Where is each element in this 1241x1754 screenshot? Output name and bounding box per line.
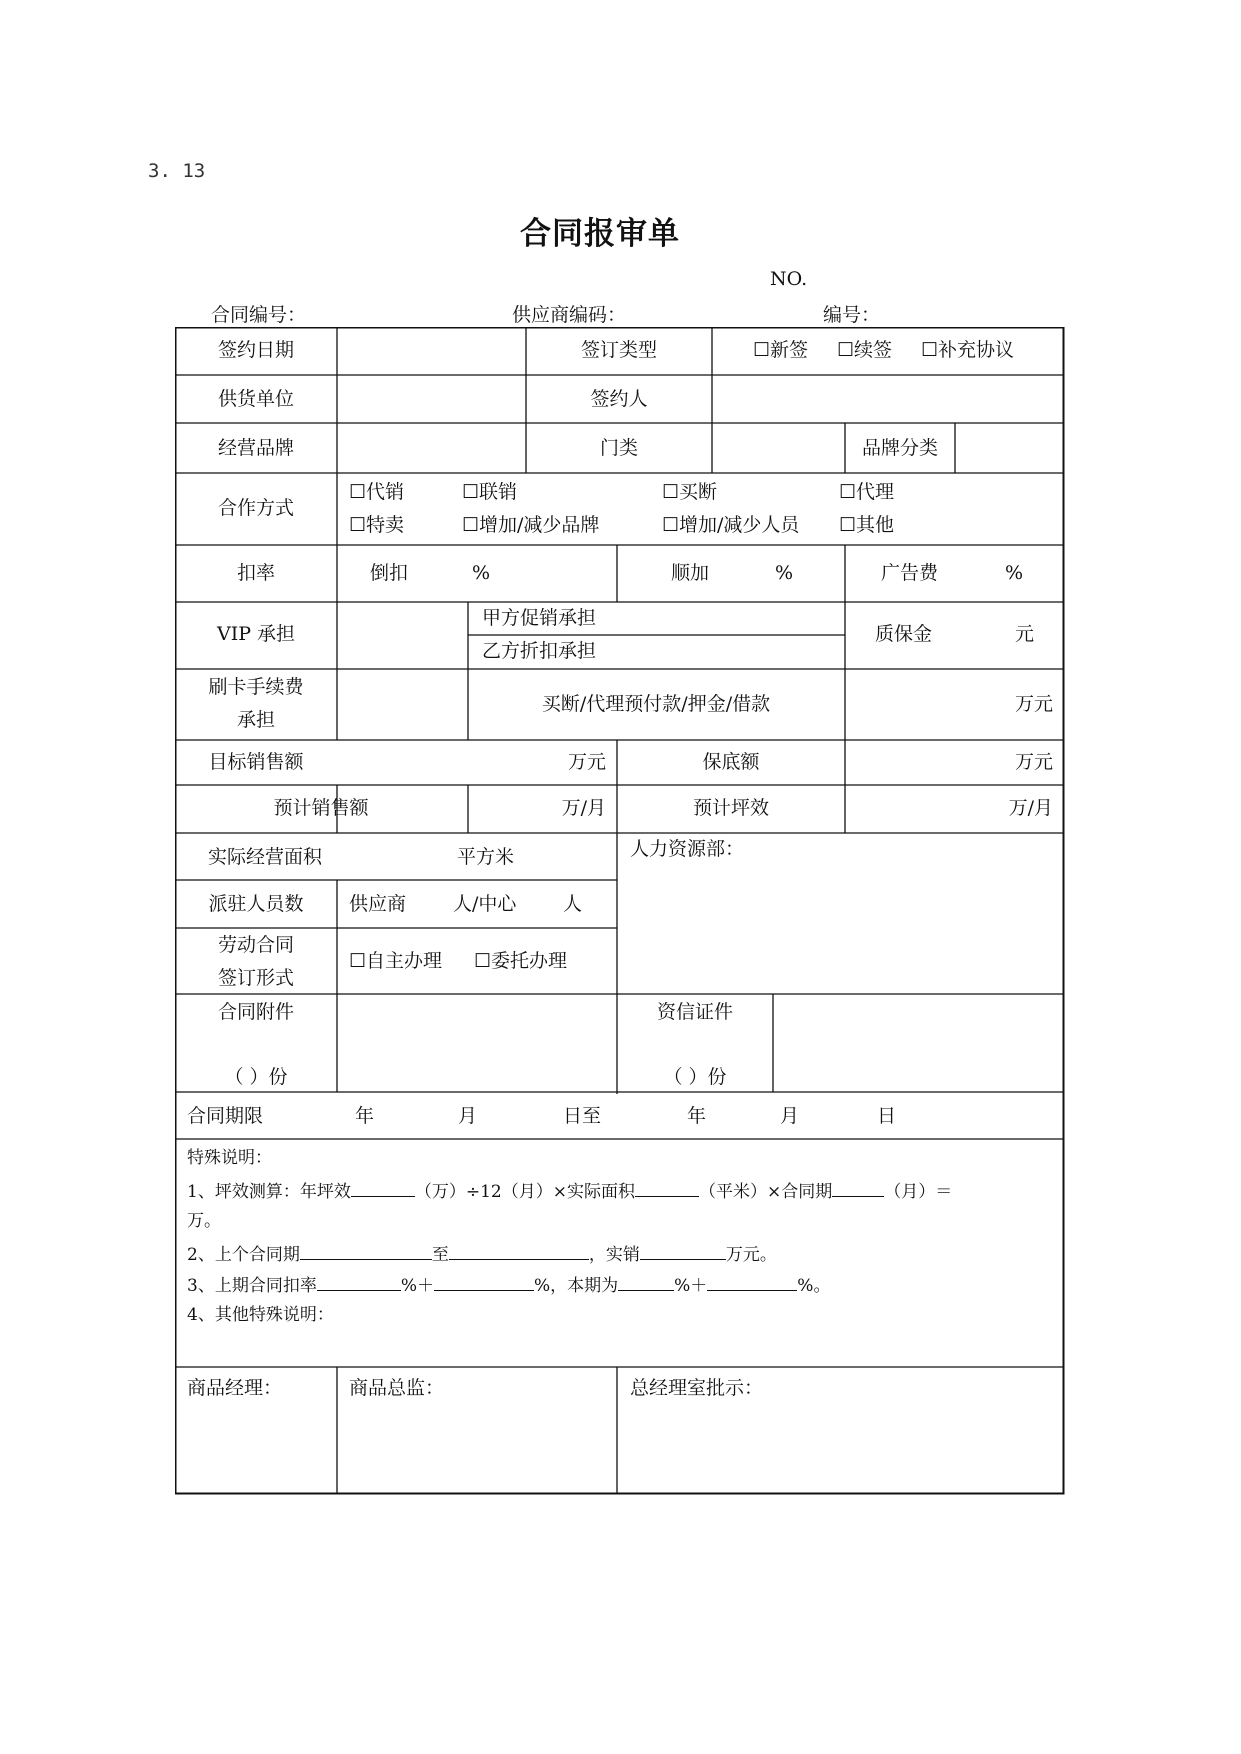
sign-type-label: 签订类型 xyxy=(580,339,658,361)
staff-label: 派驻人员数 xyxy=(208,893,304,915)
card-fee-label-line1: 刷卡手续费 xyxy=(208,676,304,698)
min-guarantee-unit: 万元 xyxy=(1014,751,1053,773)
deposit-yuan: 元 xyxy=(1015,623,1035,645)
attach-label: 合同附件 xyxy=(217,1001,295,1023)
deposit-label: 质保金 xyxy=(875,623,933,645)
target-sales-unit: 万元 xyxy=(567,751,606,773)
credit-label: 资信证件 xyxy=(656,1001,734,1023)
period-end-year: 年 xyxy=(687,1105,707,1127)
sign-type-new-checkbox[interactable]: ☐新签 xyxy=(753,339,809,361)
serial-label: 编号： xyxy=(823,304,881,326)
credit-copies: （ ）份 xyxy=(663,1066,727,1088)
discount-label: 扣率 xyxy=(236,562,276,584)
period-start-year: 年 xyxy=(355,1105,375,1127)
notes-line-1-cont: 万。 xyxy=(187,1211,221,1231)
ad-fee-label: 广告费 xyxy=(881,562,939,584)
coop-brand-change-checkbox[interactable]: ☐增加/减少品牌 xyxy=(462,514,600,536)
est-area-eff-label: 预计坪效 xyxy=(692,797,770,819)
sign-date-label: 签约日期 xyxy=(217,339,295,361)
notes-line-1: 1、坪效测算：年坪效 （万）÷12（月）×实际面积 （平米）×合同期 （月）＝ xyxy=(187,1182,953,1202)
signer-label: 签约人 xyxy=(590,388,648,410)
hr-label: 人力资源部： xyxy=(630,838,745,860)
est-sales-unit: 万/月 xyxy=(561,797,606,819)
gm-approval-label: 总经理室批示： xyxy=(630,1377,764,1399)
labor-self-checkbox[interactable]: ☐自主办理 xyxy=(349,950,443,972)
area-unit: 平方米 xyxy=(457,846,515,868)
document-title: 合同报审单 xyxy=(520,216,680,252)
staff-supplier-label: 供应商 xyxy=(349,893,407,915)
supplier-label: 供货单位 xyxy=(217,388,295,410)
period-start-month: 月 xyxy=(458,1105,478,1127)
period-end-month: 月 xyxy=(780,1105,800,1127)
est-area-eff-unit: 万/月 xyxy=(1008,797,1053,819)
attach-copies: （ ）份 xyxy=(224,1066,288,1088)
reverse-discount-percent: % xyxy=(472,562,491,584)
coop-other-checkbox[interactable]: ☐其他 xyxy=(839,514,895,536)
reverse-discount-label: 倒扣 xyxy=(370,562,409,584)
add-label: 顺加 xyxy=(671,562,710,584)
add-percent: % xyxy=(775,562,794,584)
manager-sign-label: 商品经理： xyxy=(187,1377,283,1399)
labor-label-line1: 劳动合同 xyxy=(217,934,295,956)
notes-line-4: 4、其他特殊说明： xyxy=(187,1305,334,1325)
brand-class-label: 品牌分类 xyxy=(861,437,939,459)
category-label: 门类 xyxy=(599,437,639,459)
ad-fee-percent: % xyxy=(1005,562,1024,584)
director-sign-label: 商品总监： xyxy=(349,1377,445,1399)
notes-title: 特殊说明： xyxy=(187,1148,272,1168)
contract-no-label: 合同编号： xyxy=(211,304,307,326)
section-number: 3. 13 xyxy=(148,160,206,182)
staff-person-unit: 人 xyxy=(563,893,583,915)
area-label: 实际经营面积 xyxy=(208,846,323,868)
min-guarantee-label: 保底额 xyxy=(702,751,760,773)
coop-label: 合作方式 xyxy=(217,497,295,519)
staff-center-label: 人/中心 xyxy=(453,893,517,915)
vip-label: VIP 承担 xyxy=(216,623,296,645)
coop-buyout-checkbox[interactable]: ☐买断 xyxy=(662,481,718,503)
supplier-code-label: 供应商编码： xyxy=(512,304,627,326)
coop-agent-checkbox[interactable]: ☐代理 xyxy=(839,481,895,503)
notes-line-2: 2、上个合同期 至 ，实销 万元。 xyxy=(187,1245,777,1265)
coop-consign-checkbox[interactable]: ☐代销 xyxy=(349,481,405,503)
prepay-label: 买断/代理预付款/押金/借款 xyxy=(541,693,771,715)
brand-label: 经营品牌 xyxy=(217,437,295,459)
period-start-day-to: 日至 xyxy=(563,1105,602,1127)
period-end-day: 日 xyxy=(877,1105,897,1127)
est-sales-label: 预计销售额 xyxy=(273,797,369,819)
coop-staff-change-checkbox[interactable]: ☐增加/减少人员 xyxy=(662,514,800,536)
coop-special-checkbox[interactable]: ☐特卖 xyxy=(349,514,405,536)
notes-line-3: 3、上期合同扣率 %＋ %，本期为 %＋ %。 xyxy=(187,1276,831,1296)
period-label: 合同期限 xyxy=(187,1105,264,1127)
labor-entrust-checkbox[interactable]: ☐委托办理 xyxy=(474,950,568,972)
contract-review-form xyxy=(175,327,1065,1497)
coop-joint-checkbox[interactable]: ☐联销 xyxy=(462,481,518,503)
no-label: NO. xyxy=(770,268,808,290)
sign-type-renew-checkbox[interactable]: ☐续签 xyxy=(837,339,893,361)
party-a-promo-label: 甲方促销承担 xyxy=(482,607,597,629)
party-b-discount-label: 乙方折扣承担 xyxy=(482,640,597,662)
sign-type-supplement-checkbox[interactable]: ☐补充协议 xyxy=(921,339,1015,361)
prepay-unit: 万元 xyxy=(1014,693,1053,715)
card-fee-label-line2: 承担 xyxy=(236,709,276,731)
labor-label-line2: 签订形式 xyxy=(217,967,295,989)
target-sales-label: 目标销售额 xyxy=(208,751,304,773)
